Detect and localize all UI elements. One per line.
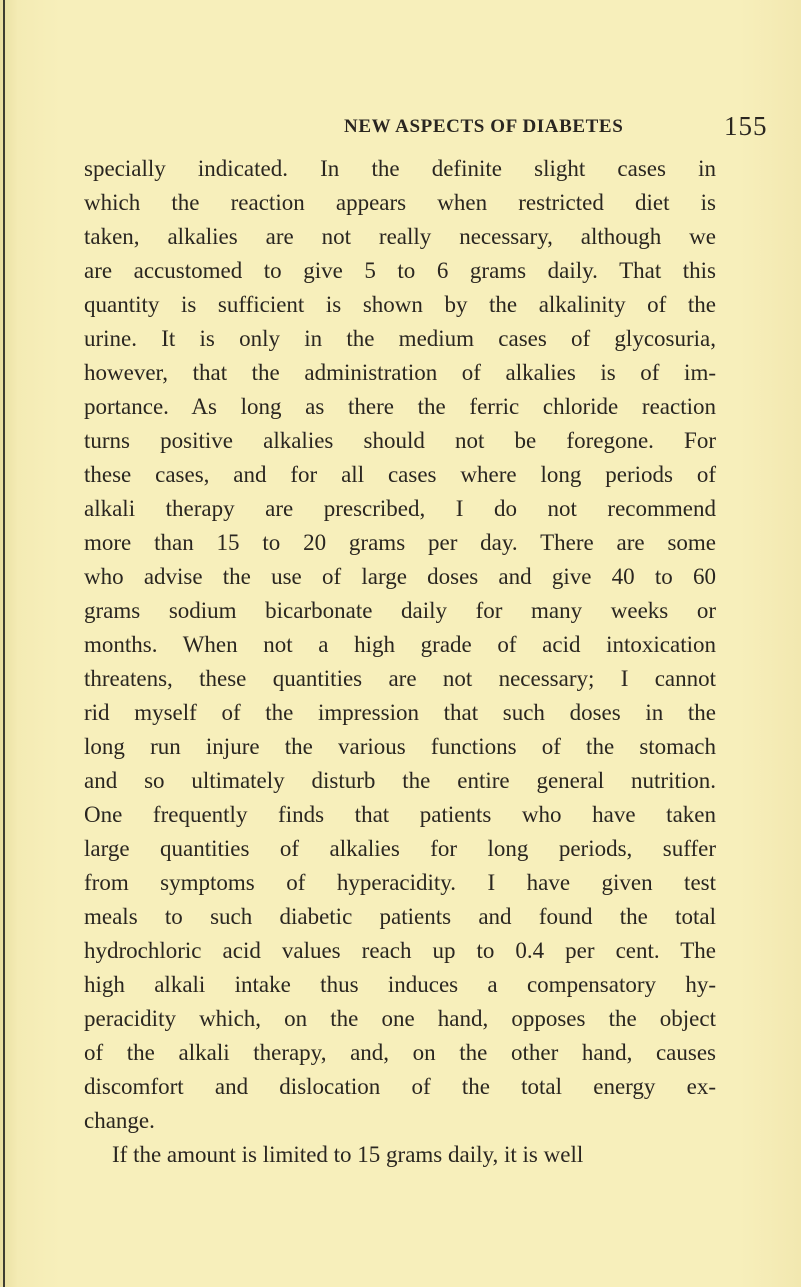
text-line: One frequently finds that patients who have taken [84,802,716,827]
text-line: more than 15 to 20 grams per day. There are some [84,530,716,555]
text-line: months. When not a high grade of acid intoxication [84,632,716,657]
running-title: NEW ASPECTS OF DIABETES [344,116,624,137]
page-number: 155 [724,111,768,141]
text-line: grams sodium bicarbonate daily for many weeks or [84,598,716,623]
text-line: are accustomed to give 5 to 6 grams daily. That this [84,258,716,283]
text-line: and so ultimately disturb the entire general nutrition. [84,768,716,793]
text-line: peracidity which, on the one hand, opposes the object [84,1006,716,1031]
paragraph-first-line: If the amount is limited to 15 grams daily, it is well [112,1142,584,1167]
text-line: taken, alkalies are not really necessary, although we [84,224,716,249]
text-line: which the reaction appears when restricted diet is [84,190,716,215]
text-line: alkali therapy are prescribed, I do not recommend [84,496,716,521]
text-line: hydrochloric acid values reach up to 0.4 per cent. The [84,938,716,963]
text-line: however, that the administration of alkalies is of im- [84,360,716,385]
text-line: urine. It is only in the medium cases of glycosuria, [84,326,716,351]
text-line: long run injure the various functions of the stomach [84,734,716,759]
text-line: meals to such diabetic patients and found the total [84,904,716,929]
text-line: large quantities of alkalies for long periods, suffer [84,836,716,861]
text-line: from symptoms of hyperacidity. I have given test [84,870,716,895]
text-line: who advise the use of large doses and give 40 to 60 [84,564,716,589]
text-line: discomfort and dislocation of the total energy ex- [84,1074,716,1099]
text-line: portance. As long as there the ferric chloride reaction [84,394,716,419]
text-line: turns positive alkalies should not be foregone. For [84,428,716,453]
body-text [84,152,716,1172]
text-line: change. [84,1108,155,1133]
page-edge-line [3,0,5,1287]
text-line: these cases, and for all cases where long periods of [84,462,716,487]
text-line: specially indicated. In the definite slight cases in [84,156,716,181]
text-line: rid myself of the impression that such doses in the [84,700,716,725]
text-line: threatens, these quantities are not necessary; I cannot [84,666,716,691]
text-line: quantity is sufficient is shown by the alkalinity of the [84,292,716,317]
text-line: of the alkali therapy, and, on the other hand, causes [84,1040,716,1065]
text-line: high alkali intake thus induces a compensatory hy- [84,972,716,997]
